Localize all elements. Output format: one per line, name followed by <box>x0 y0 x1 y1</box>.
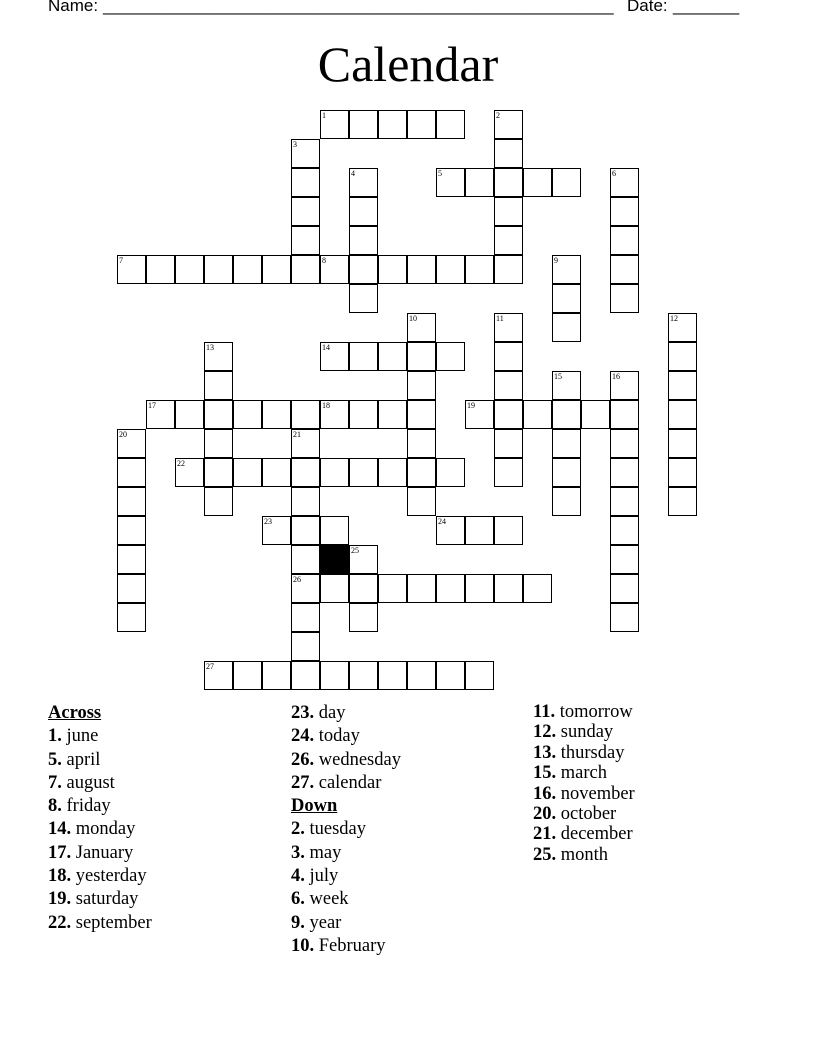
crossword-cell[interactable] <box>378 574 407 603</box>
clue-number: 4. <box>291 866 305 887</box>
crossword-cell[interactable] <box>494 516 523 545</box>
crossword-cell[interactable] <box>552 284 581 313</box>
crossword-cell[interactable] <box>204 400 233 429</box>
clue-text: november <box>560 783 635 804</box>
clue-text: friday <box>66 796 111 817</box>
crossword-cell[interactable] <box>610 197 639 226</box>
crossword-cell[interactable] <box>407 110 436 139</box>
crossword-cell[interactable] <box>291 168 320 197</box>
clue-text: today <box>318 726 360 747</box>
crossword-cell[interactable] <box>378 661 407 690</box>
crossword-cell[interactable] <box>523 574 552 603</box>
crossword-cell[interactable] <box>494 574 523 603</box>
crossword-cell[interactable] <box>349 545 378 574</box>
crossword-cell[interactable] <box>436 168 465 197</box>
crossword-cell[interactable] <box>291 255 320 284</box>
crossword-cell[interactable] <box>407 313 436 342</box>
crossword-cell[interactable] <box>349 255 378 284</box>
crossword-cell[interactable] <box>320 516 349 545</box>
crossword-cell[interactable] <box>291 661 320 690</box>
crossword-cell[interactable] <box>494 110 523 139</box>
across-clue <box>48 865 152 888</box>
crossword-cell[interactable] <box>378 342 407 371</box>
clue-number: 16. <box>533 783 557 804</box>
crossword-cell[interactable] <box>552 429 581 458</box>
clue-number: 12. <box>533 722 557 743</box>
clue-text: december <box>560 824 633 845</box>
crossword-cell[interactable] <box>668 429 697 458</box>
date-label: Date: <box>627 0 668 15</box>
crossword-cell[interactable] <box>320 110 349 139</box>
crossword-cell[interactable] <box>320 342 349 371</box>
crossword-cell[interactable] <box>117 255 146 284</box>
crossword-cell[interactable] <box>610 458 639 487</box>
clue-number: 20. <box>533 804 557 825</box>
crossword-cell[interactable] <box>291 516 320 545</box>
down-clue <box>291 912 401 935</box>
clue-text: month <box>560 844 609 865</box>
clue-text: calendar <box>318 772 382 793</box>
clue-text: day <box>318 703 346 723</box>
clue-text: yesterday <box>75 866 147 887</box>
across-clue <box>291 772 401 795</box>
crossword-cell[interactable] <box>175 255 204 284</box>
name-label: Name: <box>48 0 99 15</box>
clue-number: 10. <box>291 935 315 956</box>
crossword-cell[interactable] <box>204 255 233 284</box>
clue-number-label: 21 <box>293 430 301 439</box>
crossword-cell[interactable] <box>523 168 552 197</box>
crossword-cell[interactable] <box>610 284 639 313</box>
clue-text: september <box>75 912 152 933</box>
across-clue <box>48 842 152 865</box>
crossword-cell[interactable] <box>291 487 320 516</box>
clue-number: 26. <box>291 749 315 770</box>
crossword-cell[interactable] <box>291 545 320 574</box>
clue-number: 14. <box>48 819 72 840</box>
crossword-cell[interactable] <box>291 197 320 226</box>
clue-number-label: 22 <box>177 459 185 468</box>
crossword-cell[interactable] <box>465 168 494 197</box>
crossword-cell[interactable] <box>204 487 233 516</box>
crossword-cell[interactable] <box>407 574 436 603</box>
clue-text: tomorrow <box>559 702 633 722</box>
page-title: Calendar <box>317 36 499 92</box>
down-clue <box>533 845 635 865</box>
crossword-cell[interactable] <box>291 400 320 429</box>
clue-number-label: 1 <box>322 111 326 120</box>
crossword-cell[interactable] <box>291 574 320 603</box>
clue-number-label: 13 <box>206 343 214 352</box>
clue-text: thursday <box>560 742 625 763</box>
crossword-cell[interactable] <box>320 400 349 429</box>
crossword-cell[interactable] <box>407 429 436 458</box>
crossword-cell[interactable] <box>146 400 175 429</box>
crossword-cell[interactable] <box>494 255 523 284</box>
clue-text: october <box>560 804 617 825</box>
across-clue <box>291 749 401 772</box>
crossword-cell[interactable] <box>610 255 639 284</box>
crossword-cell[interactable] <box>204 429 233 458</box>
crossword-cell[interactable] <box>581 400 610 429</box>
crossword-cell[interactable] <box>320 574 349 603</box>
crossword-cell[interactable] <box>465 516 494 545</box>
crossword-cell[interactable] <box>349 342 378 371</box>
clue-number: 27. <box>291 772 315 793</box>
clue-number-label: 5 <box>438 169 442 178</box>
crossword-cell[interactable] <box>117 516 146 545</box>
crossword-cell[interactable] <box>262 516 291 545</box>
crossword-cell[interactable] <box>494 429 523 458</box>
clue-number-label: 19 <box>467 401 475 410</box>
crossword-cell[interactable] <box>349 284 378 313</box>
across-clue <box>48 725 152 748</box>
crossword-cell[interactable] <box>117 429 146 458</box>
crossword-cell[interactable] <box>349 661 378 690</box>
across-clue <box>48 772 152 795</box>
across-clue <box>48 749 152 772</box>
clue-number: 22. <box>48 912 72 933</box>
clue-text: saturday <box>75 889 139 910</box>
down-clue <box>533 743 635 763</box>
crossword-cell[interactable] <box>407 661 436 690</box>
crossword-cell[interactable] <box>320 255 349 284</box>
down-clue <box>291 818 401 841</box>
across-heading: Across <box>48 703 102 723</box>
clue-number-label: 8 <box>322 256 326 265</box>
clue-number: 9. <box>291 912 305 933</box>
crossword-cell[interactable] <box>262 458 291 487</box>
clue-number-label: 14 <box>322 343 330 352</box>
down-clue <box>291 888 401 911</box>
crossword-cell[interactable] <box>552 458 581 487</box>
crossword-cell[interactable] <box>465 574 494 603</box>
crossword-cell[interactable] <box>117 487 146 516</box>
crossword-cell[interactable] <box>262 400 291 429</box>
clue-number-label: 7 <box>119 256 123 265</box>
crossword-cell[interactable] <box>175 458 204 487</box>
clue-number: 2. <box>291 819 305 840</box>
clue-number: 13. <box>533 742 557 763</box>
clue-number-label: 3 <box>293 140 297 149</box>
crossword-cell[interactable] <box>291 139 320 168</box>
down-clue <box>533 804 635 824</box>
crossword-cell[interactable] <box>610 371 639 400</box>
crossword-cell[interactable] <box>320 661 349 690</box>
crossword-cell[interactable] <box>204 458 233 487</box>
crossword-cell[interactable] <box>436 574 465 603</box>
clue-number: 11. <box>533 702 556 722</box>
crossword-cell[interactable] <box>610 574 639 603</box>
crossword-cell[interactable] <box>291 226 320 255</box>
clue-number: 18. <box>48 866 72 887</box>
crossword-cell[interactable] <box>465 661 494 690</box>
clue-number: 15. <box>533 763 557 784</box>
crossword-cell[interactable] <box>349 458 378 487</box>
across-clue <box>48 795 152 818</box>
crossword-cell[interactable] <box>117 574 146 603</box>
crossword-cell[interactable] <box>610 226 639 255</box>
crossword-cell[interactable] <box>552 371 581 400</box>
crossword-cell[interactable] <box>233 661 262 690</box>
across-clue <box>291 725 401 748</box>
clue-text: February <box>318 935 386 956</box>
crossword-cell[interactable] <box>436 342 465 371</box>
down-clue <box>291 842 401 865</box>
crossword-cell[interactable] <box>146 255 175 284</box>
clue-number-label: 11 <box>496 314 504 323</box>
crossword-cell[interactable] <box>349 197 378 226</box>
clue-number-label: 6 <box>612 169 616 178</box>
clue-number-label: 15 <box>554 372 562 381</box>
crossword-cell[interactable] <box>610 487 639 516</box>
down-clue <box>291 865 401 888</box>
clue-number: 5. <box>48 749 62 770</box>
crossword-cell[interactable] <box>436 516 465 545</box>
clue-text: January <box>75 842 134 863</box>
across-clue <box>48 818 152 841</box>
down-clue <box>291 935 401 958</box>
clue-text: week <box>309 889 349 910</box>
crossword-cell[interactable] <box>552 255 581 284</box>
crossword-cell[interactable] <box>378 458 407 487</box>
crossword-cell[interactable] <box>494 400 523 429</box>
clue-number: 21. <box>533 824 557 845</box>
clue-number-label: 26 <box>293 575 301 584</box>
clue-number: 25. <box>533 844 557 865</box>
crossword-cell[interactable] <box>436 458 465 487</box>
clue-text: june <box>66 726 99 747</box>
crossword-cell[interactable] <box>349 400 378 429</box>
crossword-cell[interactable] <box>349 168 378 197</box>
crossword-cell[interactable] <box>523 400 552 429</box>
crossword-cell[interactable] <box>494 139 523 168</box>
crossword-cell[interactable] <box>407 342 436 371</box>
crossword-cell[interactable] <box>668 313 697 342</box>
crossword-cell[interactable] <box>378 110 407 139</box>
clue-number-label: 17 <box>148 401 156 410</box>
clue-number-label: 4 <box>351 169 355 178</box>
clue-text: april <box>66 749 101 770</box>
crossword-cell[interactable] <box>349 603 378 632</box>
crossword-cell[interactable] <box>349 574 378 603</box>
crossword-cell[interactable] <box>494 226 523 255</box>
clue-text: monday <box>75 819 136 840</box>
clue-text: wednesday <box>318 749 401 770</box>
down-heading: Down <box>291 796 338 817</box>
crossword-cell[interactable] <box>610 400 639 429</box>
crossword-cell[interactable] <box>117 458 146 487</box>
clue-number-label: 12 <box>670 314 678 323</box>
crossword-cell[interactable] <box>465 255 494 284</box>
crossword-cell[interactable] <box>117 603 146 632</box>
clue-text: may <box>309 842 342 863</box>
crossword-cell[interactable] <box>436 110 465 139</box>
clue-number: 23. <box>291 703 315 723</box>
crossword-cell[interactable] <box>175 400 204 429</box>
clue-number: 6. <box>291 889 305 910</box>
down-clue <box>533 784 635 804</box>
crossword-cell[interactable] <box>610 603 639 632</box>
crossword-cell[interactable] <box>494 458 523 487</box>
clue-number: 8. <box>48 796 62 817</box>
clue-number-label: 24 <box>438 517 446 526</box>
down-clue <box>533 722 635 742</box>
clue-number-label: 9 <box>554 256 558 265</box>
down-clue <box>533 763 635 783</box>
crossword-cell[interactable] <box>436 661 465 690</box>
crossword-cell[interactable] <box>407 400 436 429</box>
clue-number: 7. <box>48 772 62 793</box>
across-clue <box>48 912 152 935</box>
crossword-cell[interactable] <box>610 545 639 574</box>
crossword-cell[interactable] <box>117 545 146 574</box>
crossword-cell[interactable] <box>436 255 465 284</box>
crossword-cell[interactable] <box>378 400 407 429</box>
clue-number-label: 23 <box>264 517 272 526</box>
crossword-cell[interactable] <box>494 197 523 226</box>
clue-number: 3. <box>291 842 305 863</box>
blocked-cell <box>320 545 349 574</box>
clue-text: august <box>66 772 115 793</box>
down-clue <box>533 824 635 844</box>
crossword-cell[interactable] <box>349 110 378 139</box>
crossword-cell[interactable] <box>668 400 697 429</box>
crossword-cell[interactable] <box>291 603 320 632</box>
across-clue <box>291 702 401 725</box>
crossword-cell[interactable] <box>494 342 523 371</box>
clue-number-label: 20 <box>119 430 127 439</box>
clue-number: 17. <box>48 842 72 863</box>
crossword-cell[interactable] <box>552 400 581 429</box>
clue-text: sunday <box>560 722 614 743</box>
down-clue <box>533 702 635 722</box>
crossword-cell[interactable] <box>262 661 291 690</box>
clue-number-label: 18 <box>322 401 330 410</box>
crossword-cell[interactable] <box>378 255 407 284</box>
name-line[interactable]: ______________________________________________________ <box>103 0 614 15</box>
clue-number-label: 10 <box>409 314 417 323</box>
clue-number-label: 27 <box>206 662 214 671</box>
crossword-cell[interactable] <box>291 458 320 487</box>
clue-number: 24. <box>291 726 315 747</box>
crossword-cell[interactable] <box>668 458 697 487</box>
clue-number-label: 2 <box>496 111 500 120</box>
crossword-cell[interactable] <box>610 168 639 197</box>
crossword-cell[interactable] <box>262 255 291 284</box>
crossword-cell[interactable] <box>233 255 262 284</box>
crossword-cell[interactable] <box>291 632 320 661</box>
crossword-cell[interactable] <box>552 487 581 516</box>
clue-text: tuesday <box>309 819 367 840</box>
crossword-cell[interactable] <box>204 371 233 400</box>
crossword-cell[interactable] <box>494 313 523 342</box>
clue-text: july <box>309 866 339 887</box>
crossword-cell[interactable] <box>668 487 697 516</box>
crossword-cell[interactable] <box>407 371 436 400</box>
clue-column-1 <box>48 702 152 935</box>
clue-number-label: 25 <box>351 546 359 555</box>
crossword-cell[interactable] <box>204 342 233 371</box>
crossword-cell[interactable] <box>407 458 436 487</box>
crossword-cell[interactable] <box>668 342 697 371</box>
crossword-cell[interactable] <box>349 226 378 255</box>
crossword-cell[interactable] <box>610 429 639 458</box>
crossword-cell[interactable] <box>204 661 233 690</box>
crossword-cell[interactable] <box>610 516 639 545</box>
crossword-cell[interactable] <box>494 371 523 400</box>
date-line[interactable]: _______ <box>673 0 740 15</box>
crossword-cell[interactable] <box>552 313 581 342</box>
clue-text: march <box>560 763 607 784</box>
crossword-cell[interactable] <box>668 371 697 400</box>
crossword-cell[interactable] <box>465 400 494 429</box>
crossword-cell[interactable] <box>291 429 320 458</box>
crossword-cell[interactable] <box>320 458 349 487</box>
clue-number-label: 16 <box>612 372 620 381</box>
crossword-cell[interactable] <box>552 168 581 197</box>
clue-column-2 <box>291 702 401 958</box>
crossword-cell[interactable] <box>407 255 436 284</box>
clue-text: year <box>309 912 342 933</box>
crossword-cell[interactable] <box>233 400 262 429</box>
clue-number: 19. <box>48 889 72 910</box>
clue-number: 1. <box>48 726 62 747</box>
across-clue <box>48 888 152 911</box>
clue-column-3 <box>533 702 635 865</box>
crossword-cell[interactable] <box>494 168 523 197</box>
crossword-cell[interactable] <box>407 487 436 516</box>
crossword-cell[interactable] <box>233 458 262 487</box>
